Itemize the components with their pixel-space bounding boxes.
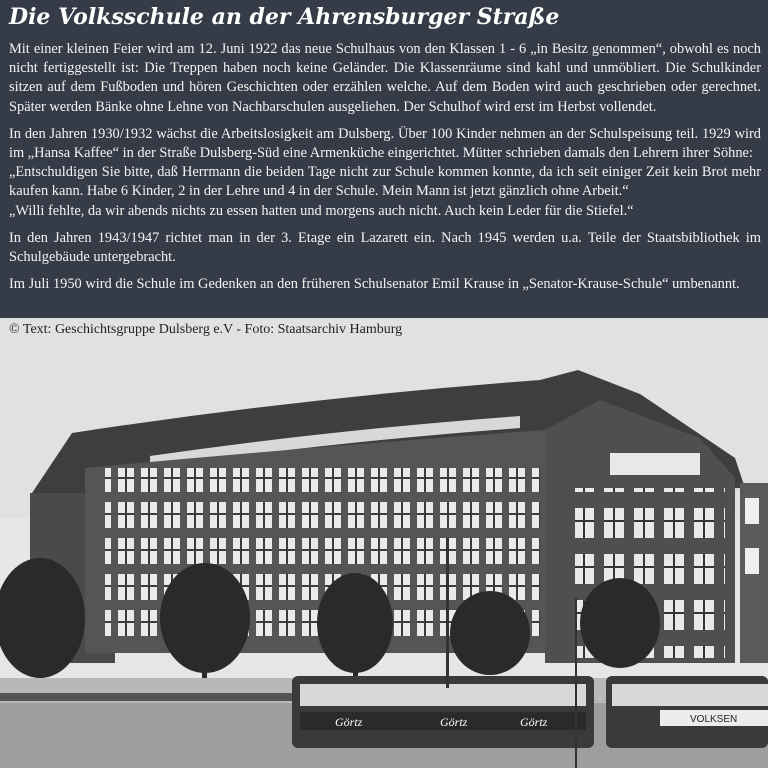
quote-willi: „Willi fehlte, da wir abends nichts zu essen hatten und morgens auch nicht. Auch kein Leder für die Stiefel.“ bbox=[9, 202, 634, 219]
tram-ad-second: VOLKSEN bbox=[690, 714, 738, 725]
tram-ad-mid: Görtz bbox=[440, 715, 468, 729]
photo-credit: © Text: Geschichtsgruppe Dulsberg e.V - Foto: Staatsarchiv Hamburg bbox=[9, 322, 403, 337]
school-photograph bbox=[0, 318, 768, 768]
text-panel bbox=[0, 0, 768, 318]
paragraph-lazarett: In den Jahren 1943/1947 richtet man in der 3. Etage ein Lazarett ein. Nach 1945 werden u.a. Teile der Staatsbibliothek im Schulgebäude untergebracht. bbox=[9, 229, 761, 266]
page-title: Die Volksschule an der Ahrensburger Straße bbox=[9, 4, 560, 30]
tram-ad-rear: Görtz bbox=[520, 715, 548, 729]
tram bbox=[292, 676, 768, 748]
tram-ad-front: Görtz bbox=[335, 715, 363, 729]
paragraph-opening: Mit einer kleinen Feier wird am 12. Juni 1922 das neue Schulhaus von den Klassen 1 - 6 „in Besitz genommen“, obwohl es noch nicht fertiggestellt ist: Die Treppen haben noch keine Geländer. Die Klassenräume sind kahl und unmöbliert. Die Schulkinder sitzen auf dem Fußboden und hören Geschichten oder erzählen welche. Auf dem Boden wird auch geschrieben oder gerechnet. Später werden Bänke ohne Lehne von Nachbarschulen ausgeliehen. Der Schulhof wird erst im Herbst vollendet. bbox=[9, 41, 761, 115]
paragraph-renaming: Im Juli 1950 wird die Schule im Gedenken an den früheren Schulsenator Emil Krause in „Senator-Krause-Schule“ umbenannt. bbox=[9, 276, 740, 293]
article-body bbox=[9, 40, 761, 302]
paragraph-depression bbox=[9, 125, 761, 221]
paragraph-depression-intro: In den Jahren 1930/1932 wächst die Arbeitslosigkeit am Dulsberg. Über 100 Kinder nehmen an der Schulspeisung teil. 1929 wird im „Hansa Kaffee“ in der Straße Dulsberg-Süd eine Armenküche eingerichtet. Mütter schrieben damals den Lehrern ihrer Söhne: bbox=[9, 125, 761, 162]
quote-herrmann: „Entschuldigen Sie bitte, daß Herrmann die beiden Tage nicht zur Schule kommen konnte, da ich seit einiger Zeit kein Brot mehr kaufen kann. Habe 6 Kinder, 2 in der Lehre und 4 in der Schule. Mein Mann ist jetzt gänzlich ohne Arbeit.“ bbox=[9, 164, 761, 200]
